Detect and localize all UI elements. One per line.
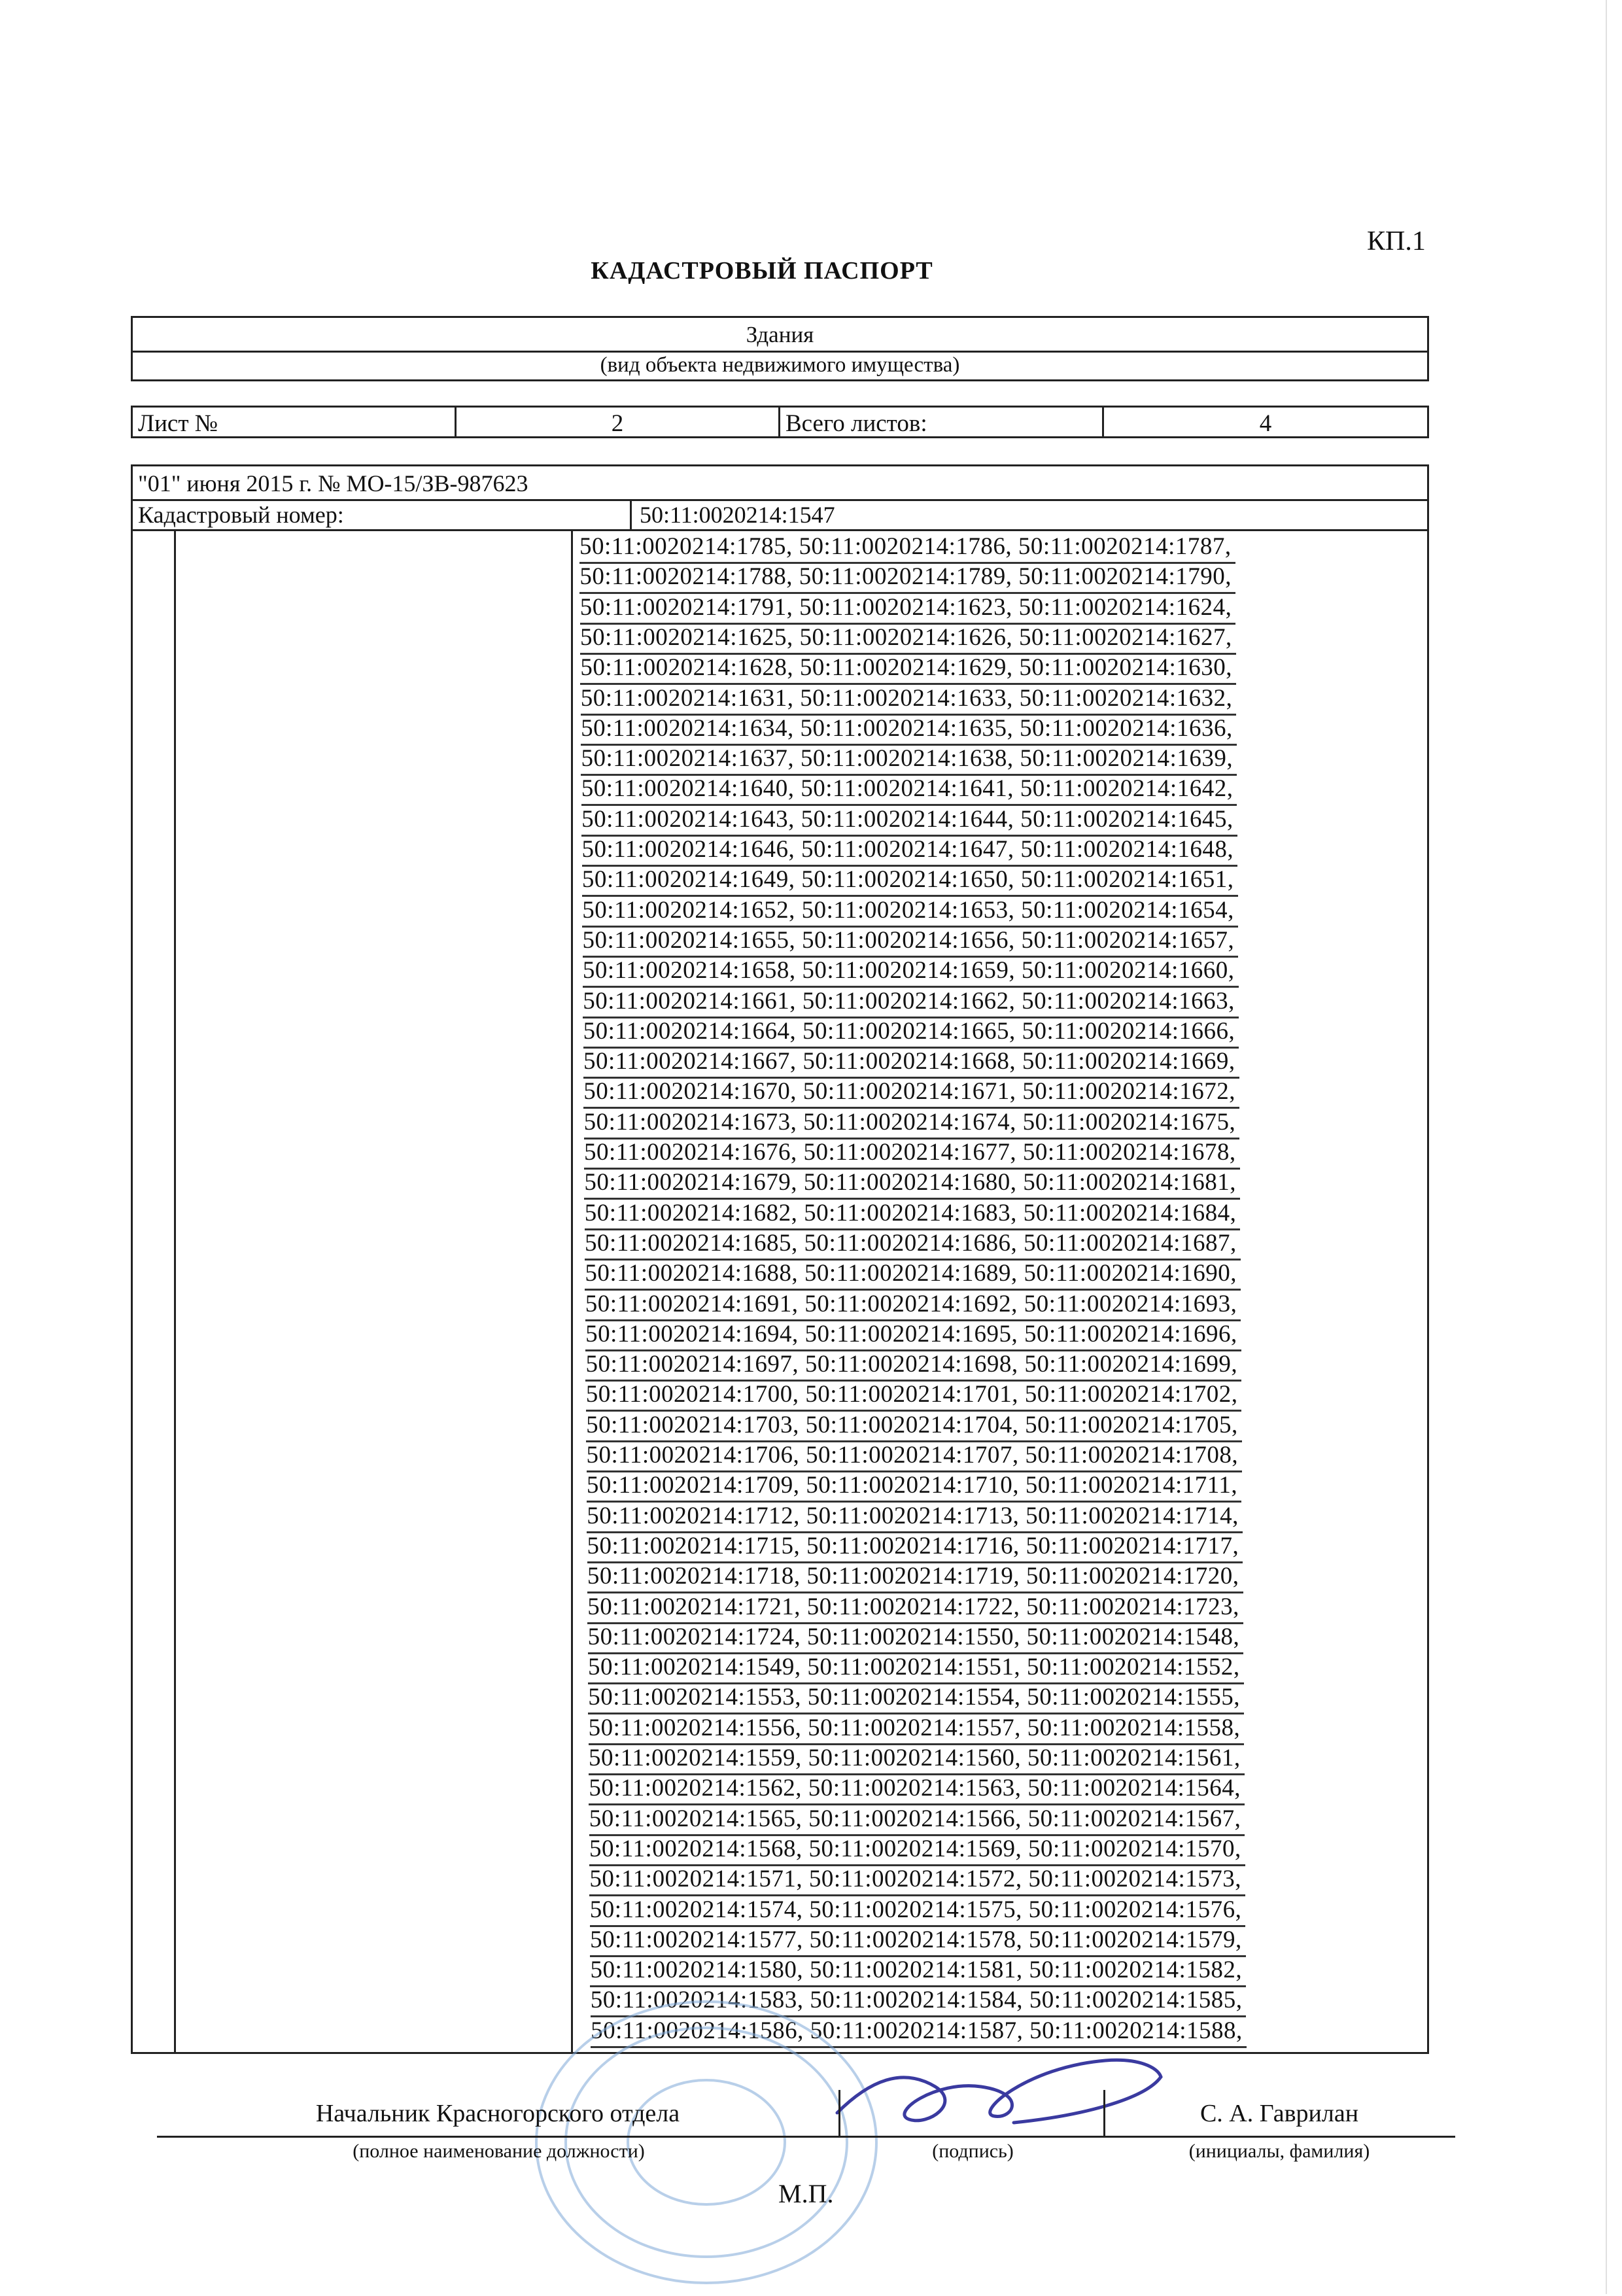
date-number: "01" июня 2015 г. № МО-15/ЗВ-987623	[133, 466, 1427, 501]
cadastral-number-line: 50:11:0020214:1649, 50:11:0020214:1650, 50:11:0020214:1651,	[582, 865, 1238, 897]
cadastral-number-line: 50:11:0020214:1631, 50:11:0020214:1633, 50:11:0020214:1632,	[581, 684, 1237, 716]
cadastral-number-line: 50:11:0020214:1628, 50:11:0020214:1629, 50:11:0020214:1630,	[580, 653, 1236, 685]
cadastral-number-line: 50:11:0020214:1703, 50:11:0020214:1704, 50:11:0020214:1705,	[586, 1410, 1242, 1442]
cadastral-number-line: 50:11:0020214:1679, 50:11:0020214:1680, 50:11:0020214:1681,	[584, 1168, 1240, 1200]
cadastral-number-line: 50:11:0020214:1724, 50:11:0020214:1550, 50:11:0020214:1548,	[588, 1622, 1244, 1654]
cadastral-number-line: 50:11:0020214:1574, 50:11:0020214:1575, 50:11:0020214:1576,	[590, 1895, 1246, 1927]
cadastral-number-line: 50:11:0020214:1712, 50:11:0020214:1713, 50:11:0020214:1714,	[587, 1501, 1243, 1533]
cadastral-number-line: 50:11:0020214:1565, 50:11:0020214:1566, 50:11:0020214:1567,	[589, 1804, 1245, 1836]
cadastral-number-line: 50:11:0020214:1718, 50:11:0020214:1719, 50:11:0020214:1720,	[587, 1561, 1243, 1593]
cadastral-number-line: 50:11:0020214:1691, 50:11:0020214:1692, 50:11:0020214:1693,	[585, 1289, 1241, 1321]
cadastral-number-line: 50:11:0020214:1673, 50:11:0020214:1674, 50:11:0020214:1675,	[584, 1107, 1240, 1139]
cadastral-number-line: 50:11:0020214:1697, 50:11:0020214:1698, 50:11:0020214:1699,	[585, 1349, 1241, 1382]
cadastral-number-line: 50:11:0020214:1571, 50:11:0020214:1572, 50:11:0020214:1573,	[589, 1864, 1245, 1896]
seal-label: М.П.	[778, 2179, 834, 2208]
cadastral-number-line: 50:11:0020214:1658, 50:11:0020214:1659, 50:11:0020214:1660,	[583, 956, 1239, 988]
sheet-info-row	[131, 406, 1429, 438]
sheet-total: 4	[1259, 410, 1272, 437]
cadastral-number-line: 50:11:0020214:1694, 50:11:0020214:1695, 50:11:0020214:1696,	[585, 1319, 1241, 1351]
cadastral-number-line: 50:11:0020214:1583, 50:11:0020214:1584, 50:11:0020214:1585,	[591, 1985, 1247, 2017]
name-caption: (инициалы, фамилия)	[1188, 2140, 1370, 2162]
signer-name: С. А. Гаврилан	[1199, 2100, 1359, 2127]
sheet-number: 2	[457, 408, 780, 436]
position-title: Начальник Красногорского отдела	[157, 2090, 840, 2136]
signature-caption: (подпись)	[932, 2140, 1014, 2162]
cadastral-number-line: 50:11:0020214:1655, 50:11:0020214:1656, 50:11:0020214:1657,	[583, 926, 1239, 958]
cadastral-number-line: 50:11:0020214:1549, 50:11:0020214:1551, 50:11:0020214:1552,	[588, 1652, 1244, 1684]
scan-edge	[1606, 0, 1607, 2294]
cadastral-number-line: 50:11:0020214:1661, 50:11:0020214:1662, 50:11:0020214:1663,	[583, 986, 1239, 1018]
cadastral-number-line: 50:11:0020214:1667, 50:11:0020214:1668, 50:11:0020214:1669,	[583, 1047, 1239, 1079]
cadastral-number-line: 50:11:0020214:1580, 50:11:0020214:1581, 50:11:0020214:1582,	[590, 1955, 1246, 1987]
sheet-label: Лист №	[133, 408, 457, 436]
position-caption: (полное наименование должности)	[353, 2140, 645, 2162]
cadastral-number-line: 50:11:0020214:1715, 50:11:0020214:1716, 50:11:0020214:1717,	[587, 1531, 1243, 1563]
cadastral-number-line: 50:11:0020214:1562, 50:11:0020214:1563, 50:11:0020214:1564,	[589, 1773, 1245, 1805]
cadastral-number-line: 50:11:0020214:1568, 50:11:0020214:1569, 50:11:0020214:1570,	[589, 1834, 1245, 1866]
cadastral-number-line: 50:11:0020214:1664, 50:11:0020214:1665, 50:11:0020214:1666,	[583, 1017, 1239, 1049]
cadastral-number-line: 50:11:0020214:1643, 50:11:0020214:1644, 50:11:0020214:1645,	[581, 805, 1237, 837]
cadastral-number-line: 50:11:0020214:1640, 50:11:0020214:1641, 50:11:0020214:1642,	[581, 774, 1237, 806]
cadastral-number-line: 50:11:0020214:1586, 50:11:0020214:1587, 50:11:0020214:1588,	[591, 2016, 1247, 2048]
signature-row	[157, 2090, 1455, 2138]
cadastral-number-line: 50:11:0020214:1709, 50:11:0020214:1710, 50:11:0020214:1711,	[587, 1470, 1241, 1503]
form-code: КП.1	[1367, 226, 1426, 256]
cadastral-number-line: 50:11:0020214:1559, 50:11:0020214:1560, 50:11:0020214:1561,	[589, 1743, 1245, 1775]
cadastral-number-line: 50:11:0020214:1625, 50:11:0020214:1626, 50:11:0020214:1627,	[580, 623, 1236, 655]
object-type: Здания	[133, 318, 1427, 353]
cadastral-number-line: 50:11:0020214:1700, 50:11:0020214:1701, 50:11:0020214:1702,	[586, 1380, 1242, 1412]
cadastral-number-line: 50:11:0020214:1676, 50:11:0020214:1677, 50:11:0020214:1678,	[584, 1138, 1240, 1170]
cadastral-number-line: 50:11:0020214:1788, 50:11:0020214:1789, 50:11:0020214:1790,	[579, 562, 1235, 594]
signature-block	[157, 2090, 1455, 2168]
cadastral-number-line: 50:11:0020214:1682, 50:11:0020214:1683, 50:11:0020214:1684,	[585, 1198, 1241, 1230]
cadastral-number-line: 50:11:0020214:1706, 50:11:0020214:1707, 50:11:0020214:1708,	[587, 1440, 1243, 1472]
cadastral-number-line: 50:11:0020214:1553, 50:11:0020214:1554, 50:11:0020214:1555,	[588, 1682, 1244, 1714]
sheet-total-label: Всего листов:	[780, 408, 1104, 436]
signature-field	[840, 2090, 1105, 2136]
cadastral-number-line: 50:11:0020214:1785, 50:11:0020214:1786, 50:11:0020214:1787,	[579, 532, 1235, 564]
cadastral-label: Кадастровый номер:	[138, 502, 344, 528]
cadastral-number-line: 50:11:0020214:1634, 50:11:0020214:1635, 50:11:0020214:1636,	[581, 714, 1237, 746]
cadastral-number-line: 50:11:0020214:1791, 50:11:0020214:1623, 50:11:0020214:1624,	[580, 593, 1236, 625]
object-type-box	[131, 316, 1429, 381]
cadastral-number-line: 50:11:0020214:1721, 50:11:0020214:1722, 50:11:0020214:1723,	[587, 1592, 1243, 1624]
cadastral-row	[133, 499, 1427, 531]
cadastral-number-line: 50:11:0020214:1577, 50:11:0020214:1578, 50:11:0020214:1579,	[590, 1925, 1246, 1957]
cadastral-number-line: 50:11:0020214:1652, 50:11:0020214:1653, 50:11:0020214:1654,	[582, 896, 1238, 928]
object-type-caption: (вид объекта недвижимого имущества)	[600, 353, 960, 377]
cadastral-numbers-list	[571, 529, 1427, 2052]
document-title: КАДАСТРОВЫЙ ПАСПОРТ	[591, 257, 933, 285]
cadastral-number-line: 50:11:0020214:1688, 50:11:0020214:1689, 50:11:0020214:1690,	[585, 1259, 1241, 1291]
cadastral-number-line: 50:11:0020214:1556, 50:11:0020214:1557, 50:11:0020214:1558,	[589, 1713, 1245, 1745]
cadastral-number-line: 50:11:0020214:1670, 50:11:0020214:1671, 50:11:0020214:1672,	[583, 1077, 1239, 1109]
cadastral-number: 50:11:0020214:1547	[630, 499, 835, 529]
table-column-divider	[174, 529, 176, 2052]
cadastral-number-line: 50:11:0020214:1637, 50:11:0020214:1638, 50:11:0020214:1639,	[581, 744, 1237, 776]
cadastral-number-line: 50:11:0020214:1646, 50:11:0020214:1647, 50:11:0020214:1648,	[582, 835, 1238, 867]
main-table	[131, 464, 1429, 2054]
cadastral-number-line: 50:11:0020214:1685, 50:11:0020214:1686, 50:11:0020214:1687,	[585, 1228, 1241, 1261]
signature-captions	[157, 2136, 1455, 2168]
